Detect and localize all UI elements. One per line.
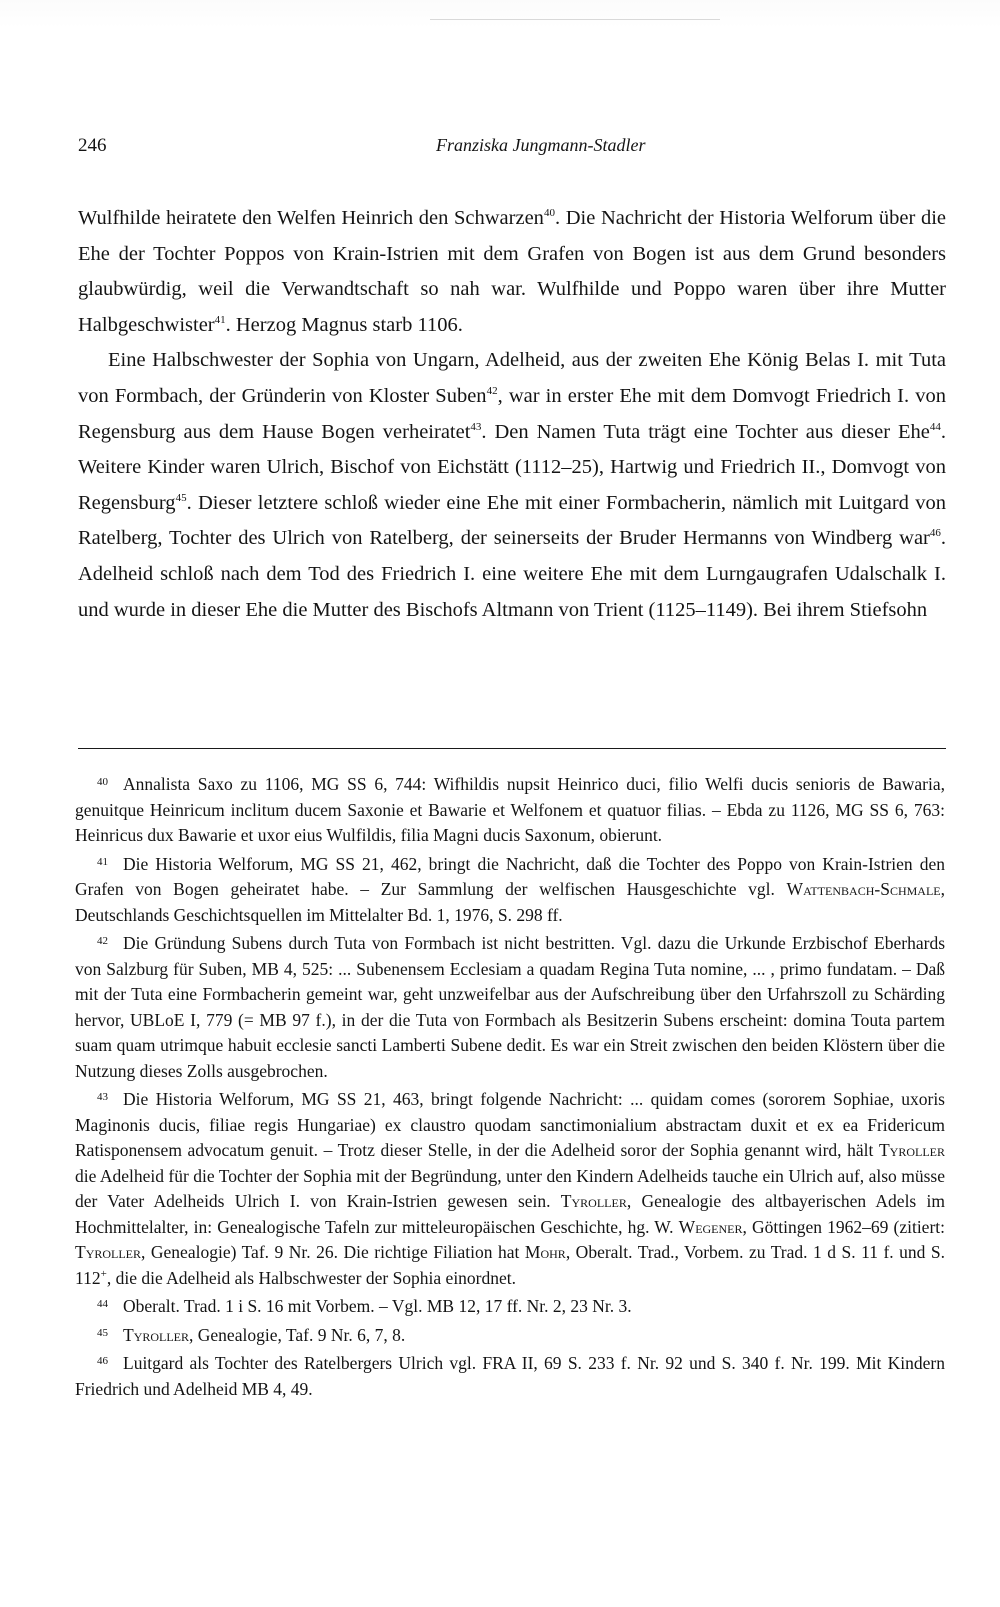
footnote-divider: [78, 748, 946, 749]
footnote-44: 44 Oberalt. Trad. 1 i S. 16 mit Vorbem. – Vgl. MB 12, 17 ff. Nr. 2, 23 Nr. 3.: [75, 1292, 945, 1320]
paragraph-1: Wulfhilde heiratete den Welfen Heinrich den Schwarzen$^{40}$. Die Nachricht der Historia Welforum über die Ehe der Tochter Poppos von Krain-Istrien mit dem Grafen von Bogen ist aus dem Grund besonders glaubwürdig, weil die Verwandtschaft so nah war. Wulfhilde und Poppo waren über ihre Mutter Halbgeschwister$^{41}$. Herzog Magnus starb 1106.: [78, 207, 946, 336]
footnote-number: 42: [97, 935, 108, 947]
paragraph-2: Eine Halbschwester der Sophia von Ungarn, Adelheid, aus der zweiten Ehe König Belas I. mit Tuta von Formbach, der Gründerin von Kloster Suben$^{42}$, war in erster Ehe mit dem Domvogt Friedrich I. von Regensburg aus dem Hause Bogen verheiratet$^{43}$. Den Namen Tuta trägt eine Tochter aus dieser Ehe$^{44}$. Weitere Kinder waren Ulrich, Bischof von Eichstätt (1112–25), Hartwig und Friedrich II., Domvogt von Regensburg$^{45}$. Dieser letztere schloß wieder eine Ehe mit einer Formbacherin, nämlich mit Luitgard von Ratelberg, Tochter des Ulrich von Ratelberg, der seinerseits der Bruder Hermanns von Windberg war$^{46}$. Adelheid schloß nach dem Tod des Friedrich I. eine weitere Ehe mit dem Lurngaugrafen Udalschalk I. und wurde in dieser Ehe die Mutter des Bischofs Altmann von Trient (1125–1149). Bei ihrem Stiefsohn: [78, 349, 946, 621]
scan-top-edge: [0, 0, 1000, 28]
footnotes: [75, 770, 945, 1403]
footnote-42: 42 Die Gründung Subens durch Tuta von Formbach ist nicht bestritten. Vgl. dazu die Urkunde Erzbischof Eberhards von Salzburg für Suben, MB 4, 525: ... Subenensem Ecclesiam a quadam Regina Tuta nomine, ... , primo fundatam. – Daß mit der Tuta eine Formbacherin gemeint war, geht unzweifelbar aus der Aufschreibung über den Urfahrszoll zu Schärding hervor, UBLoE I, 779 (= MB 97 f.), in der die Tuta von Formbach als Besitzerin Subens erscheint: domina Touta partem suam quam utrimque habuit ecclesie sancti Lamberti Subene dedit. Es war ein Streit zwischen den beiden Klöstern über die Nutzung dieses Zolls ausgebrochen.: [75, 929, 945, 1084]
footnote-number: 40: [97, 776, 108, 788]
footnote-41: 41 Die Historia Welforum, MG SS 21, 462, bringt die Nachricht, daß die Tochter des Poppo von Krain-Istrien den Grafen von Bogen geheiratet habe. – Zur Sammlung der welfischen Hausgeschichte vgl. Wattenbach-Schmale, Deutschlands Geschichtsquellen im Mittelalter Bd. 1, 1976, S. 298 ff.: [75, 850, 945, 929]
author-name: Tyroller: [560, 1191, 627, 1211]
plus-mark: +: [100, 1267, 107, 1280]
author-name: Mohr: [524, 1242, 566, 1262]
footnote-46: 46 Luitgard als Tochter des Ratelbergers Ulrich vgl. FRA II, 69 S. 233 f. Nr. 92 und S. 340 f. Nr. 199. Mit Kindern Friedrich und Adelheid MB 4, 49.: [75, 1349, 945, 1402]
footnote-number: 46: [97, 1355, 108, 1367]
footnote-ref-43[interactable]: 43: [470, 420, 482, 433]
author-name: Wattenbach-Schmale: [786, 879, 941, 899]
footnote-ref-41[interactable]: 41: [214, 313, 226, 326]
running-head: Franziska Jungmann-Stadler: [436, 135, 646, 155]
footnote-ref-45[interactable]: 45: [175, 491, 187, 504]
footnote-number: 44: [97, 1298, 108, 1310]
author-name: Tyroller: [123, 1324, 190, 1345]
page-header: [78, 135, 946, 165]
footnote-ref-46[interactable]: 46: [929, 527, 941, 540]
footnote-ref-40[interactable]: 40: [543, 207, 555, 220]
author-name: Tyroller: [75, 1242, 142, 1262]
page-number: 246: [78, 135, 107, 156]
footnote-40: 40 Annalista Saxo zu 1106, MG SS 6, 744: Wifhildis nupsit Heinrico duci, filio Welfi ducis senioris de Bawaria, genuitque Heinricum inclitum ducem Saxonie et Bawarie et Welfonem et quatuor filias. – Ebda zu 1126, MG SS 6, 763: Heinricus dux Bawarie et uxor eius Wulfildis, filia Magni ducis Saxonum, obierunt.: [75, 770, 945, 849]
author-name: Wegener: [678, 1216, 743, 1237]
footnote-number: 41: [97, 855, 108, 868]
footnote-45: 45 Tyroller, Genealogie, Taf. 9 Nr. 6, 7, 8.: [75, 1321, 945, 1349]
footnote-number: 45: [97, 1326, 108, 1339]
author-name: Tyroller: [878, 1140, 945, 1160]
scan-artifact-line: [430, 19, 720, 20]
footnote-ref-42[interactable]: 42: [486, 385, 498, 398]
main-text: [78, 201, 946, 628]
footnote-43: 43 Die Historia Welforum, MG SS 21, 463, bringt folgende Nachricht: ... quidam comes (sororem Sophiae, uxoris Maginonis ducis, filiae regis Hungariae) ex claustro quodam sanctimonialium abstractam duxit et ex ea Fridericum Ratisponensem advocatum genuit. – Trotz dieser Stelle, in der die Adelheid soror der Sophia genannt wird, hält Tyroller die Adelheid für die Tochter der Sophia mit der Begründung, unter den Kindern Adelheids tauche ein Ulrich auf, also müsse der Vater Adelheids Ulrich I. von Krain-Istrien gewesen sein. Tyroller, Genealogie des altbayerischen Adels im Hochmittelalter, in: Genealogische Tafeln zur mitteleuropäischen Geschichte, hg. W. Wegener, Göttingen 1962–69 (zitiert: Tyroller, Genealogie) Taf. 9 Nr. 26. Die richtige Filiation hat Mohr, Oberalt. Trad., Vorbem. zu Trad. 1 d S. 11 f. und S. 112+, die die Adelheid als Halbschwester der Sophia einordnet.: [75, 1085, 945, 1291]
footnote-number: 43: [97, 1091, 108, 1103]
footnote-ref-44[interactable]: 44: [929, 420, 941, 433]
